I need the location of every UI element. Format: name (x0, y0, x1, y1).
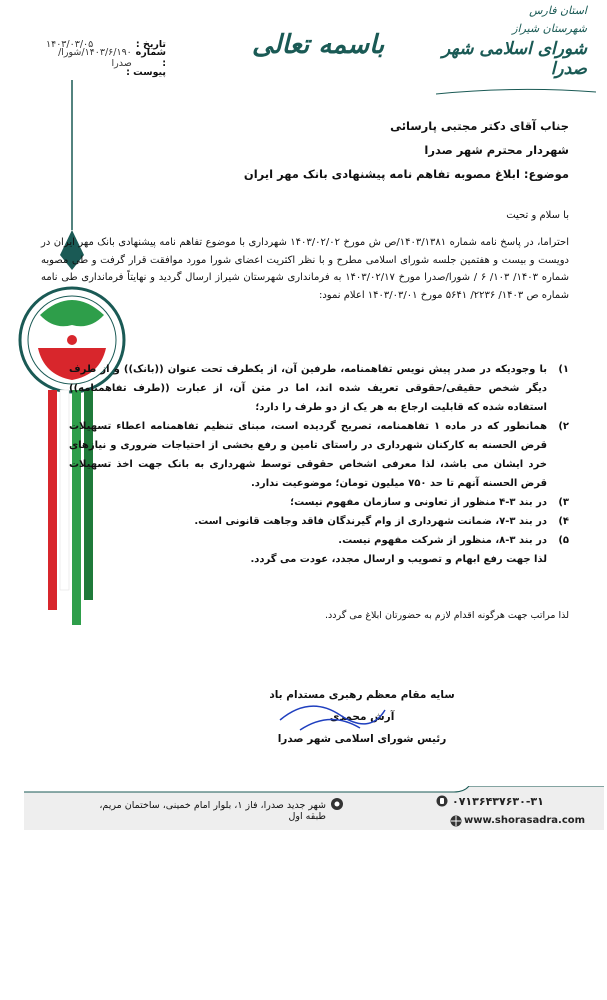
handwritten-signature (270, 690, 390, 740)
footer-phone: ۰۷۱۳۶۴۳۷۶۳۰-۳۱ (452, 795, 544, 808)
basmala-calligraphy: باسمه تعالی (252, 30, 385, 60)
signature-slogan: سایه مقام معظم رهبری مستدام باد (269, 689, 455, 701)
phone-icon (436, 795, 448, 807)
greeting: با سلام و تحیت (506, 210, 569, 221)
letterhead (437, 4, 587, 79)
closing-line: لذا مراتب جهت هرگونه اقدام لازم به حضورتان ابلاغ می گردد. (325, 610, 569, 621)
list-item: ۲) همانطور که در ماده ۱ تفاهمنامه، تصریح گردیده است، مبنای تنظیم تفاهمنامه اعطاء تسهیلات قرض الحسنه به کارکنان شهرداری در راستای تامین و رفع بخشی از احتیاجات ضروری و نیازهای خرد ایشان می باشد، لذا معرفی اشخاص حقوقی توسط شهرداری به بانک جهت اخذ تسهیلات قرض الحسنه آنهم تا حد ۷۵۰ میلیون تومان؛ موضوعیت ندارد. (69, 421, 569, 489)
addressee-name: جناب آقای دکتر مجتبی پارسائی (390, 119, 569, 133)
council-name: شورای اسلامی شهر صدرا (442, 39, 587, 79)
footer-website: www.shorasadra.com (464, 815, 586, 826)
items-list (69, 360, 569, 569)
number-label: شماره : (135, 47, 166, 69)
addressee-block (239, 114, 569, 186)
letter-meta (46, 37, 166, 79)
province-label: استان فارس (529, 4, 587, 17)
signatory-title: رئیس شورای اسلامی شهر صدرا (277, 733, 447, 745)
globe-icon (450, 815, 462, 827)
number-value: ۱۴۰۳/۶/۱۹۰/شورا/صدرا (58, 47, 132, 69)
location-icon (330, 797, 344, 811)
date-label: تاریخ : (135, 38, 166, 50)
intro-paragraph: احتراما، در پاسخ نامه شماره ۱۴۰۳/۱۳۸۱/ص ش مورخ ۱۴۰۳/۰۲/۰۲ شهرداری با موضوع تفاهم نامه پیشنهادی بانک مهر ایران در دویست و بیست و هفتمین جلسه شورای اسلامی مطرح و با نظر اکثریت اعضای شورا مورد موافقت قرار گرفت و طی مصوبه شماره ۱۴۰۳/ ۱۰۳/ ۶ / شورا/صدرا مورخ ۱۴۰۳/۰۲/۱۷ به فرمانداری شهرستان شیراز ارسال گردید و نهایتاً فرمانداری طی نامه شماره ص ۱۴۰۳/ ۲۲۳۶/ ۵۶۴۱ مورخ ۱۴۰۳/۰۳/۰۱ اعلام نمود: (41, 237, 569, 301)
list-item: ۴) در بند ۳-۷، ضمانت شهرداری از وام گیرندگان فاقد وجاهت قانونی است. (194, 516, 569, 527)
list-item: ۱) با وجودیکه در صدر پیش نویس تفاهمنامه، طرفین آن، از یکطرف تحت عنوان ((بانک)) و از طرف دیگر شخص حقیقی/حقوقی تعریف شده اند، اما در متن آن، از عبارت ((طرف تفاهمنامه)) استفاده شده که قابلیت ارجاع به هر یک از دو طرف را دارد؛ (69, 364, 569, 413)
addressee-title: شهردار محترم شهر صدرا (424, 143, 569, 157)
signatory-name: آرش محمدی (329, 711, 395, 723)
conclusion-line: لذا جهت رفع ابهام و تصویب و ارسال مجدد، عودت می گردد. (250, 554, 547, 565)
list-item: ۵) در بند ۳-۸، منظور از شرکت مفهوم نیست. (338, 535, 569, 546)
county-label: شهرستان شیراز (512, 22, 587, 35)
footer-address: شهر جدید صدرا، فاز ۱، بلوار امام خمینی، ساختمان مریم، طبقه اول (99, 800, 326, 822)
attachment-label: پیوست : (126, 66, 166, 78)
date-value: ۱۴۰۳/۰۳/۰۵ (46, 38, 94, 50)
list-item: ۳) در بند ۳-۴ منظور از تعاونی و سازمان مفهوم نیست؛ (290, 497, 569, 508)
header-divider-line (436, 88, 596, 98)
letter-subject: موضوع: ابلاغ مصوبه تفاهم نامه پیشنهادی بانک مهر ایران (243, 167, 569, 181)
